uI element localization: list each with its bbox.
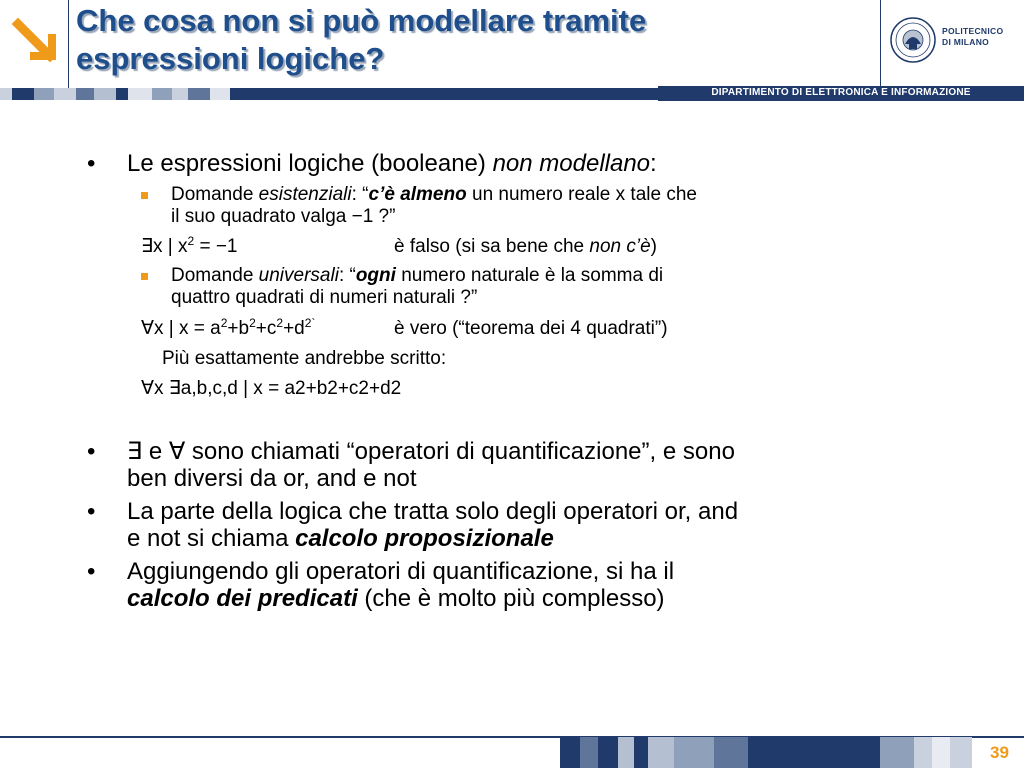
institution-name-line1: POLITECNICO: [942, 26, 1004, 36]
sub2-emph: universali: [258, 265, 339, 286]
sub1-mid: : “: [351, 184, 369, 205]
formula1-note-pre: è falso (si sa bene che: [394, 236, 590, 257]
formula2-p4: +d: [283, 318, 305, 339]
formula-intro: Più esattamente andrebbe scritto:: [162, 348, 447, 369]
square-bullet: [141, 192, 148, 199]
bullet-espressioni-text: Le espressioni logiche (booleane): [127, 150, 493, 177]
bullet-espressioni: [87, 150, 937, 177]
bullet-espressioni-tail: :: [650, 150, 657, 177]
formula-exists: [141, 236, 238, 258]
institution-name-line2: DI MILANO: [942, 37, 990, 47]
formula-forall: [141, 318, 315, 340]
slide-title-line2: espressioni logiche?: [76, 41, 385, 76]
formula1-sup: 2: [187, 234, 195, 248]
formula1-pre: ∃x | x: [141, 236, 188, 257]
formula-forall-note: è vero (“teorema dei 4 quadrati”): [394, 318, 668, 339]
formula2-s4: 2`: [304, 316, 316, 330]
department-label: DIPARTIMENTO DI ELETTRONICA E INFORMAZIONE: [711, 87, 971, 98]
formula2-s3: 2: [276, 316, 284, 330]
formula1-note-emph: non c’è: [589, 236, 651, 257]
formula-full: ∀x ∃a,b,c,d | x = a2+b2+c2+d2: [141, 378, 402, 399]
bullet-calcolo-predicati: [87, 558, 937, 612]
sub2-pre: Domande: [171, 265, 259, 286]
bullet-espressioni-emph: non modellano: [492, 150, 651, 177]
sub2-line2: quattro quadrati di numeri naturali ?”: [171, 287, 478, 308]
sub1-strong: c’è almeno: [368, 184, 467, 205]
formula2-s2: 2: [249, 316, 256, 330]
sub-bullet-esistenziali: [171, 184, 931, 228]
formula2-p1: ∀x | x = a: [141, 318, 221, 339]
slide-title-line1: Che cosa non si può modellare tramite: [76, 3, 647, 38]
sub2-mid: : “: [338, 265, 356, 286]
sub1-line2: il suo quadrato valga −1 ?”: [171, 206, 396, 227]
footer-color-bar: [0, 737, 1024, 768]
formula1-note-post: ): [650, 236, 657, 257]
formula2-p3: +c: [255, 318, 277, 339]
bullet-dot: •: [87, 558, 96, 585]
bullet-dot: •: [87, 150, 96, 177]
formula2-s1: 2: [220, 316, 228, 330]
sub2-post: numero naturale è la somma di: [395, 265, 664, 286]
bullet2-line2: ben diversi da or, and e not: [127, 465, 417, 492]
bullet3-line2-emph: calcolo proposizionale: [295, 525, 554, 552]
page-number: 39: [990, 743, 1009, 762]
bullet-dot: •: [87, 498, 96, 525]
bullet3-line1: La parte della logica che tratta solo degli operatori or, and: [127, 498, 739, 525]
sub1-emph: esistenziali: [258, 184, 352, 205]
bullet-calcolo-proposizionale: [87, 498, 937, 552]
bullet4-line2-emph: calcolo dei predicati: [127, 585, 358, 612]
bullet-quantificatori: [87, 438, 937, 492]
bullet3-line2-pre: e not si chiama: [127, 525, 296, 552]
square-bullet: [141, 273, 148, 280]
sub-bullet-universali: [171, 265, 931, 309]
sub1-pre: Domande: [171, 184, 259, 205]
formula2-p2: +b: [227, 318, 250, 339]
bullet4-line1: Aggiungendo gli operatori di quantificazione, si ha il: [127, 558, 675, 585]
bullet4-line2-post: (che è molto più complesso): [357, 585, 665, 612]
bullet-dot: •: [87, 438, 96, 465]
formula1-post: = −1: [194, 236, 238, 257]
formula-exists-note: [394, 236, 657, 258]
sub2-strong: ogni: [355, 265, 396, 286]
bullet2-line1: ∃ e ∀ sono chiamati “operatori di quantificazione”, e sono: [127, 438, 735, 465]
sub1-post: un numero reale x tale che: [466, 184, 697, 205]
